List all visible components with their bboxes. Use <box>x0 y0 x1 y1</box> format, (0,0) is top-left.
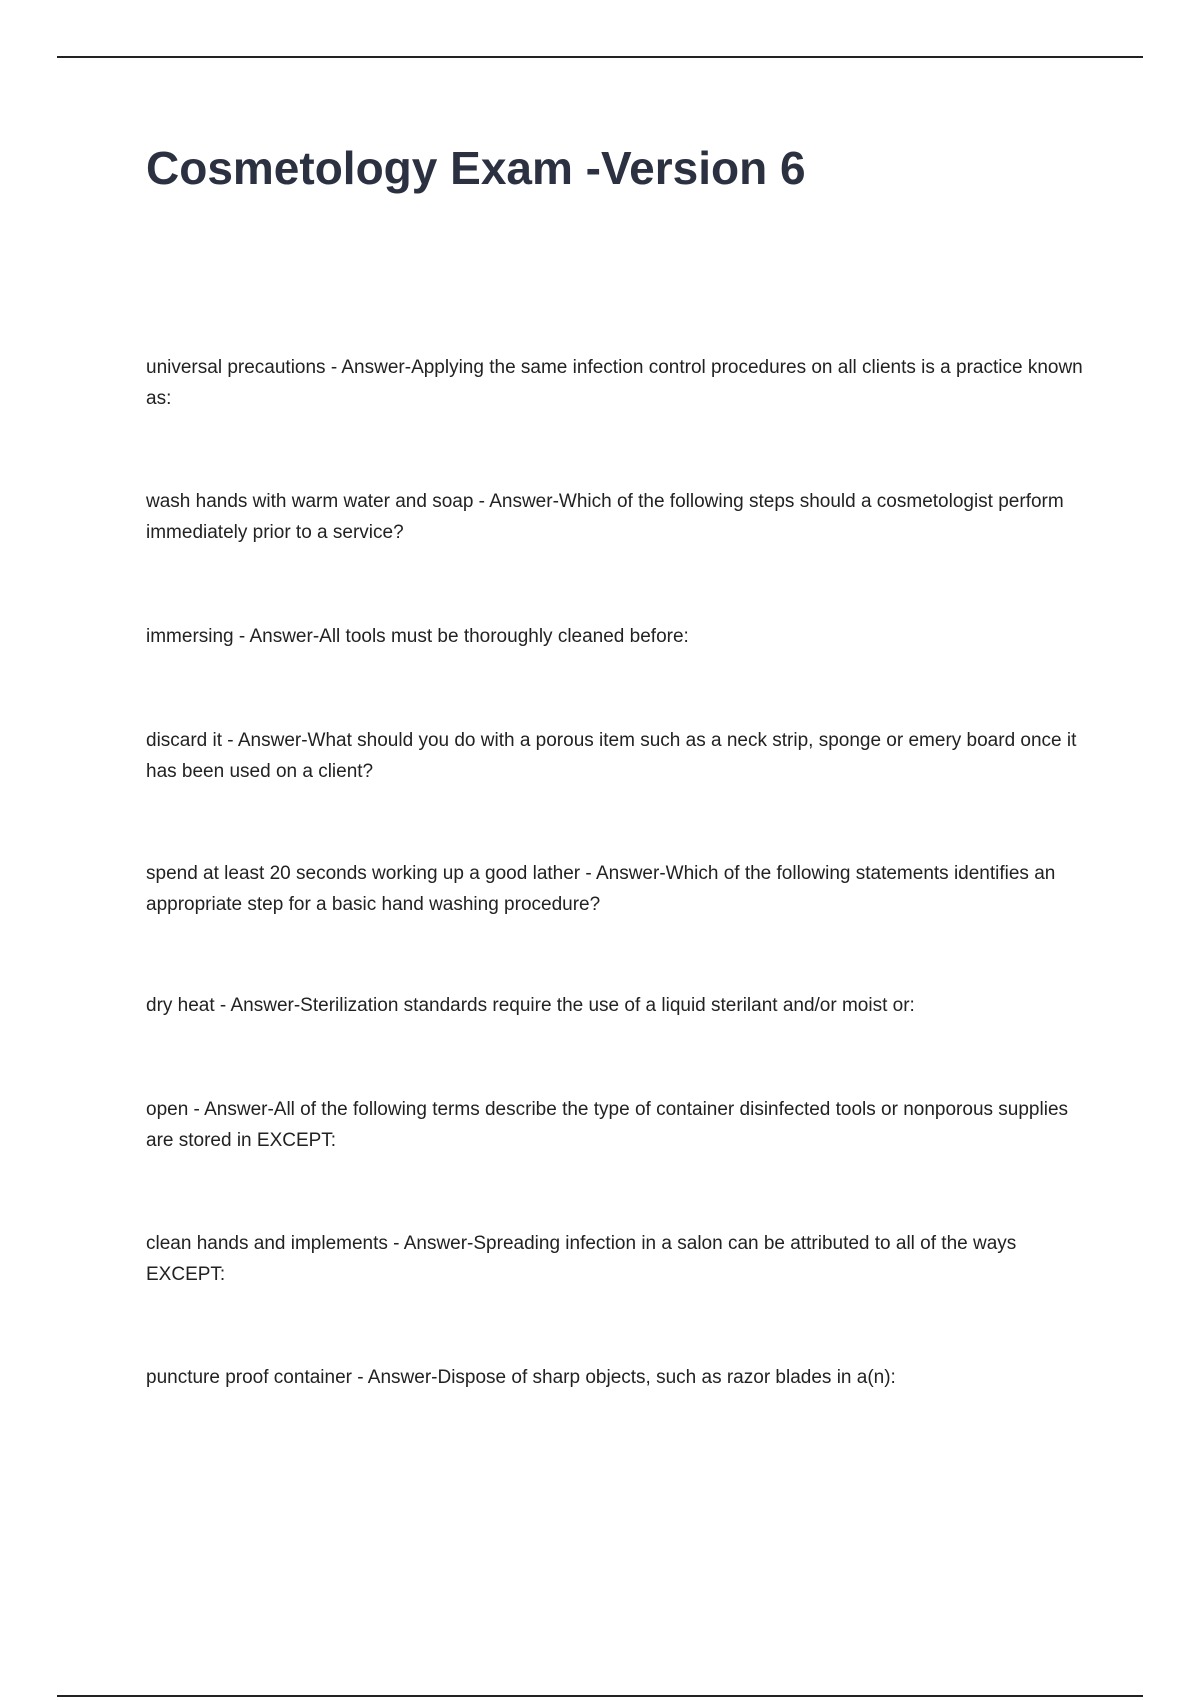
bottom-rule <box>57 1695 1143 1697</box>
list-item: wash hands with warm water and soap - Answer-Which of the following steps should a cosmetologist perform immediately prior to a service? <box>146 491 1064 543</box>
list-item: open - Answer-All of the following terms describe the type of container disinfected tools or nonporous supplies are stored in EXCEPT: <box>146 1099 1069 1151</box>
list-item: universal precautions - Answer-Applying the same infection control procedures on all clients is a practice known as: <box>146 357 1083 409</box>
list-item: discard it - Answer-What should you do with a porous item such as a neck strip, sponge or emery board once it has been used on a client? <box>146 730 1077 782</box>
list-item: clean hands and implements - Answer-Spreading infection in a salon can be attributed to all of the ways EXCEPT: <box>146 1233 1017 1285</box>
list-item: immersing - Answer-All tools must be thoroughly cleaned before: <box>146 626 689 647</box>
top-rule <box>57 56 1143 58</box>
list-item: spend at least 20 seconds working up a good lather - Answer-Which of the following statements identifies an appropriate step for a basic hand washing procedure? <box>146 863 1056 915</box>
list-item: puncture proof container - Answer-Dispose of sharp objects, such as razor blades in a(n): <box>146 1367 896 1388</box>
page-title: Cosmetology Exam -Version 6 <box>146 142 806 194</box>
list-item: dry heat - Answer-Sterilization standards require the use of a liquid sterilant and/or moist or: <box>146 995 915 1016</box>
